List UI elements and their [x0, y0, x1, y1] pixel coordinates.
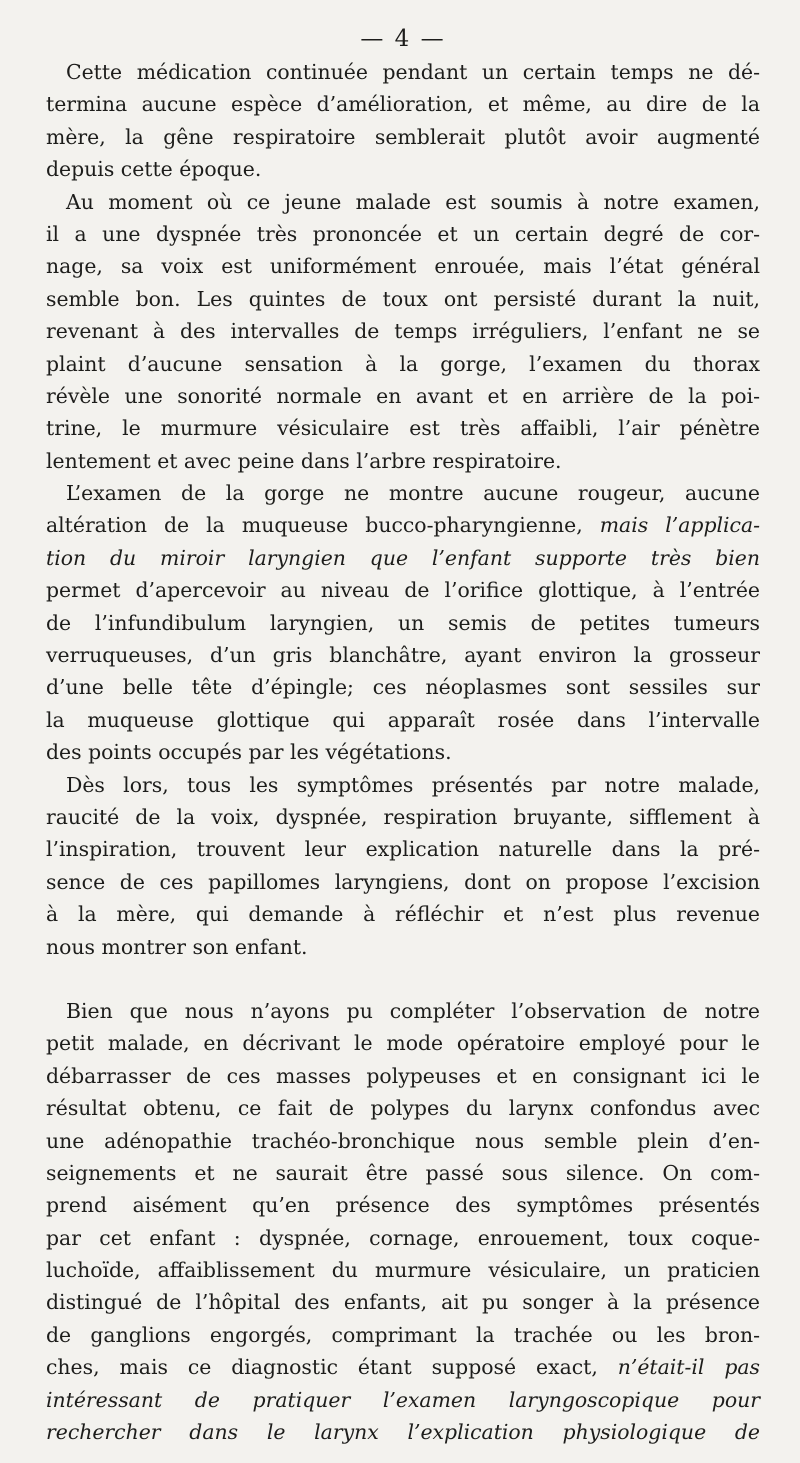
text-line [46, 348, 760, 380]
text-line [46, 1157, 760, 1189]
text-line [46, 607, 760, 639]
text-line [46, 542, 760, 574]
text-line [46, 88, 760, 120]
text-run: revenant à des intervalles de temps irréguliers, l’enfant ne se [46, 319, 760, 344]
text-line [46, 1416, 760, 1448]
text-run: raucité de la voix, dyspnée, respiration bruyante, sifflement à [46, 804, 760, 829]
text-run: permet d’apercevoir au niveau de l’orifice glottique, à l’entrée [46, 578, 760, 603]
text-line [46, 445, 760, 477]
text-run: sence de ces papillomes laryngiens, dont on propose l’excision [46, 869, 760, 894]
text-run: Cette médication continuée pendant un certain temps ne dé- [66, 60, 760, 84]
text-line [46, 121, 760, 153]
italic-text: intéressant de pratiquer l’examen laryngoscopique pour [46, 1387, 760, 1412]
text-run: ches, mais ce diagnostic étant supposé exact, [46, 1355, 618, 1380]
text-line [46, 1319, 760, 1351]
text-run: seignements et ne saurait être passé sous silence. On com- [46, 1160, 760, 1185]
text-line [46, 704, 760, 736]
text-line [46, 866, 760, 898]
text-run: de ganglions engorgés, comprimant la trachée ou les bron- [46, 1322, 760, 1347]
text-line [46, 833, 760, 865]
text-run: la muqueuse glottique qui apparaît rosée dans l’intervalle [46, 707, 760, 732]
text-run: semble bon. Les quintes de toux ont persisté durant la nuit, [46, 286, 760, 311]
text-run: Au moment où ce jeune malade est soumis à notre examen, [66, 189, 760, 214]
italic-text: mais l’applica- [599, 513, 761, 538]
text-line [46, 931, 760, 963]
text-line [46, 801, 760, 833]
text-run: une adénopathie trachéo-bronchique nous semble plein d’en- [46, 1128, 760, 1153]
italic-text: rechercher dans le larynx l’explication physiologique de [46, 1420, 760, 1445]
text-run: plaint d’aucune sensation à la gorge, l’examen du thorax [46, 351, 760, 376]
text-run: des points occupés par les végétations. [46, 740, 452, 765]
text-line [46, 769, 760, 801]
text-line [46, 736, 760, 768]
text-run: débarrasser de ces masses polypeuses et en consignant ici le [46, 1063, 760, 1088]
text-line [46, 1254, 760, 1286]
text-run: révèle une sonorité normale en avant et en arrière de la poi- [46, 383, 760, 408]
text-line [46, 509, 760, 541]
text-run: mère, la gêne respiratoire semblerait plutôt avoir augmenté [46, 124, 760, 149]
text-line [46, 1286, 760, 1318]
text-line [46, 1027, 760, 1059]
text-line [46, 1092, 760, 1124]
text-run: distingué de l’hôpital des enfants, ait pu songer à la présence [46, 1290, 760, 1315]
text-line [46, 186, 760, 218]
paragraph [46, 186, 760, 478]
text-run: Bien que nous n’ayons pu compléter l’observation de notre [66, 998, 760, 1023]
text-line [46, 1189, 760, 1221]
text-run: prend aisément qu’en présence des symptômes présentés [46, 1193, 760, 1218]
text-line [46, 283, 760, 315]
paragraph [46, 56, 760, 186]
paragraph-gap [46, 963, 760, 995]
text-line [46, 898, 760, 930]
text-run: L’examen de la gorge ne montre aucune rougeur, aucune [66, 481, 760, 506]
text-run: d’une belle tête d’épingle; ces néoplasmes sont sessiles sur [46, 675, 760, 700]
text-line [46, 380, 760, 412]
text-line [46, 153, 760, 185]
text-run: Dès lors, tous les symptômes présentés par notre malade, [66, 772, 760, 797]
text-run: petit malade, en décrivant le mode opératoire employé pour le [46, 1031, 760, 1056]
text-run: il a une dyspnée très prononcée et un certain degré de cor- [46, 221, 760, 246]
text-line [46, 315, 760, 347]
text-line [46, 1222, 760, 1254]
text-line [46, 250, 760, 282]
text-run: nage, sa voix est uniformément enrouée, mais l’état général [46, 254, 760, 279]
italic-text: n’était-il pas [617, 1355, 760, 1380]
text-line [46, 56, 760, 88]
text-line [46, 995, 760, 1027]
text-line [46, 1125, 760, 1157]
text-line [46, 671, 760, 703]
text-line [46, 1384, 760, 1416]
text-run: altération de la muqueuse bucco-pharyngienne, [46, 513, 600, 538]
text-run: termina aucune espèce d’amélioration, et même, au dire de la [46, 92, 760, 117]
paragraph [46, 995, 760, 1448]
text-line [46, 1060, 760, 1092]
text-run: luchoïde, affaiblissement du murmure vésiculaire, un praticien [46, 1258, 760, 1283]
text-run: résultat obtenu, ce fait de polypes du larynx confondus avec [46, 1096, 760, 1121]
text-run: depuis cette époque. [46, 157, 262, 182]
body-text [46, 56, 760, 1448]
text-run: trine, le murmure vésiculaire est très affaibli, l’air pénètre [46, 416, 760, 441]
text-run: l’inspiration, trouvent leur explication naturelle dans la pré- [46, 837, 760, 862]
text-line [46, 412, 760, 444]
text-run: de l’infundibulum laryngien, un semis de petites tumeurs [46, 610, 760, 635]
text-run: par cet enfant : dyspnée, cornage, enrouement, toux coque- [46, 1225, 760, 1250]
text-line [46, 1351, 760, 1383]
text-line [46, 477, 760, 509]
paragraph [46, 769, 760, 963]
text-run: lentement et avec peine dans l’arbre respiratoire. [46, 448, 562, 473]
paragraph [46, 477, 760, 769]
text-line [46, 574, 760, 606]
text-run: verruqueuses, d’un gris blanchâtre, ayant environ la grosseur [46, 643, 760, 668]
text-line [46, 639, 760, 671]
text-run: nous montrer son enfant. [46, 934, 308, 959]
text-run: à la mère, qui demande à réfléchir et n’est plus revenue [46, 902, 760, 927]
text-line [46, 218, 760, 250]
page-number: — 4 — [360, 26, 446, 52]
italic-text: tion du miroir laryngien que l’enfant supporte très bien [46, 545, 760, 570]
